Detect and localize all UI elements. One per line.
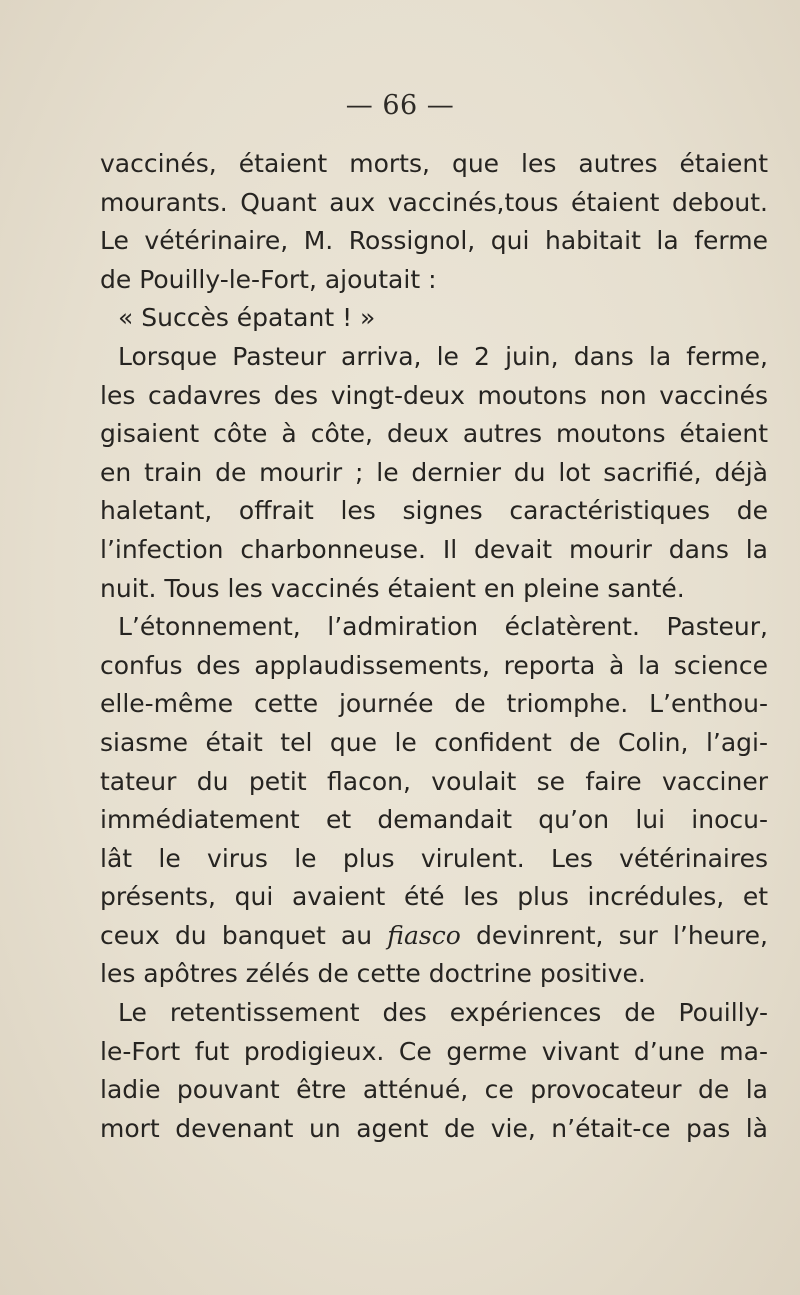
text-line: tateur du petit flacon, voulait se faire vacciner <box>100 766 768 796</box>
text-line: gisaient côte à côte, deux autres moutons étaient <box>100 419 768 449</box>
text-segment: devinrent, sur l’heure, <box>475 920 769 950</box>
text-line: l’infection charbonneuse. Il devait mourir dans la <box>100 534 768 564</box>
text-line: mourants. Quant aux vaccinés,tous étaient debout. <box>100 187 768 217</box>
text-line: vaccinés, étaient morts, que les autres étaient <box>100 149 768 178</box>
text-line: siasme était tel que le confident de Colin, l’agi- <box>100 727 768 757</box>
text-line: lât le virus le plus virulent. Les vétérinaires <box>100 843 768 873</box>
text-line: Lorsque Pasteur arriva, le 2 juin, dans la ferme, <box>118 341 768 371</box>
text-line: ladie pouvant être atténué, ce provocateur de la <box>100 1075 768 1105</box>
body-text <box>100 145 768 1148</box>
text-line: mort devenant un agent de vie, n’était-ce pas là <box>100 1113 768 1143</box>
text-line: L’étonnement, l’admiration éclatèrent. Pasteur, <box>118 612 768 642</box>
text-line: elle-même cette journée de triomphe. L’enthou- <box>100 689 768 719</box>
text-line: le-Fort fut prodigieux. Ce germe vivant d’une ma- <box>100 1036 768 1066</box>
text-line: Le vétérinaire, M. Rossignol, qui habitait la ferme <box>100 226 768 256</box>
text-line: les cadavres des vingt-deux moutons non vaccinés <box>100 380 768 410</box>
text-line-with-italic <box>100 917 768 956</box>
text-line: nuit. Tous les vaccinés étaient en pleine santé. <box>100 573 685 603</box>
text-line: de Pouilly-le-Fort, ajoutait : <box>100 264 437 294</box>
italic-word: fiasco <box>387 920 461 950</box>
text-line: confus des applaudissements, reporta à la science <box>100 650 768 680</box>
text-line: haletant, offrait les signes caractéristiques de <box>100 496 768 526</box>
text-segment: ceux du banquet au <box>100 920 373 950</box>
text-line: immédiatement et demandait qu’on lui inocu- <box>100 805 768 835</box>
text-line: présents, qui avaient été les plus incrédules, et <box>100 882 768 912</box>
text-line: les apôtres zélés de cette doctrine positive. <box>100 959 646 989</box>
page-number: — 66 — <box>345 90 455 121</box>
text-line: Le retentissement des expériences de Pouilly- <box>118 998 768 1028</box>
text-line: « Succès épatant ! » <box>118 303 376 333</box>
text-line: en train de mourir ; le dernier du lot sacrifié, déjà <box>100 457 768 487</box>
